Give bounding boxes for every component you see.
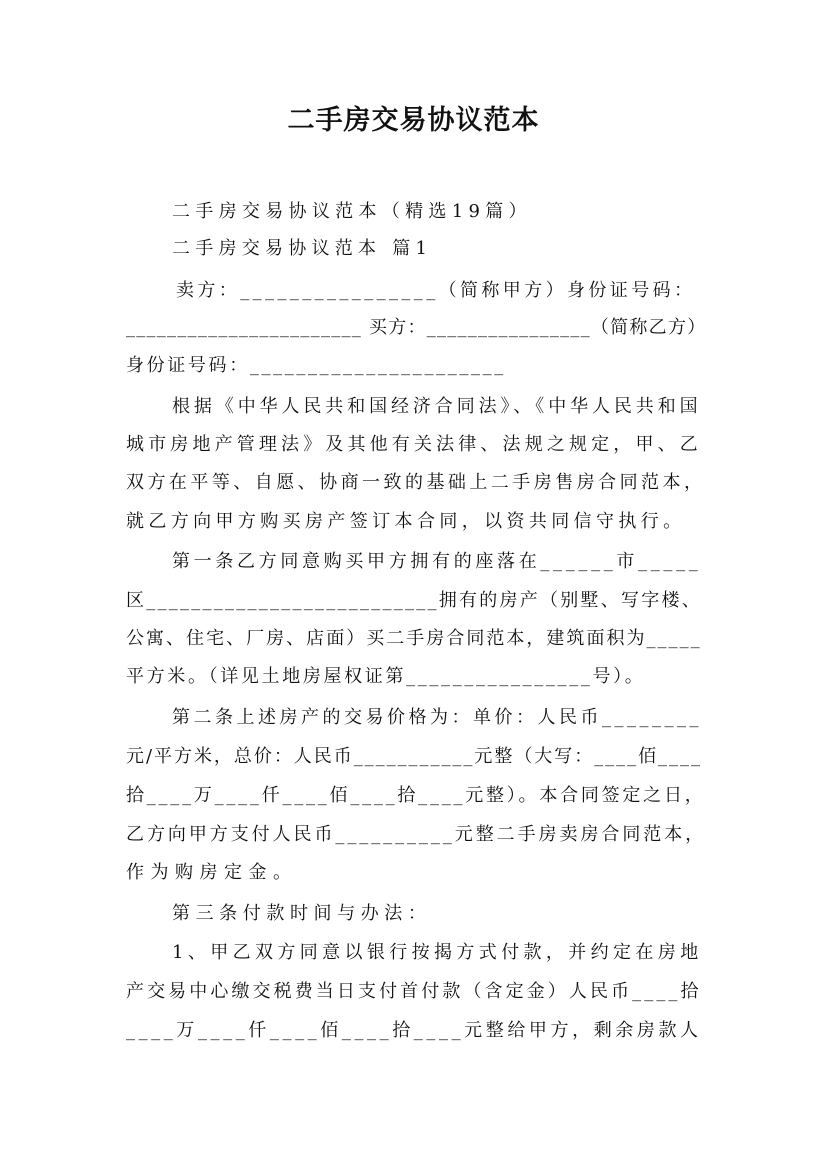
article-2-line-1: 第二条上述房产的交易价格为：单价：人民币________ bbox=[172, 707, 702, 728]
preamble-line-1: 根据《中华人民共和国经济合同法》、《中华人民共和国 bbox=[172, 396, 702, 417]
subtitle-section-1: 二手房交易协议范本 篇1 bbox=[172, 238, 433, 259]
article-3-line-1: 1、甲乙双方同意以银行按揭方式付款，并约定在房地 bbox=[172, 942, 703, 963]
article-1-line-3: 公寓、住宅、厂房、店面）买二手房合同范本，建筑面积为_____ bbox=[126, 628, 702, 649]
article-2-line-4: 乙方向甲方支付人民币__________元整二手房卖房合同范本， bbox=[126, 824, 707, 845]
document-title: 二手房交易协议范本 bbox=[287, 105, 540, 136]
article-1-line-2: 区__________________________拥有的房产（别墅、写字楼、 bbox=[126, 590, 702, 611]
subtitle-collection: 二手房交易协议范本（精选19篇） bbox=[172, 201, 532, 222]
preamble-line-4: 就乙方向甲方购买房产签订本合同，以资共同信守执行。 bbox=[126, 511, 686, 532]
article-2-line-5: 作为购房定金。 bbox=[126, 862, 298, 883]
article-1-line-4: 平方米。（详见土地房屋权证第________________号）。 bbox=[126, 666, 646, 687]
article-1-line-1: 第一条乙方同意购买甲方拥有的座落在______市_____ bbox=[172, 551, 702, 572]
seller-line: 卖方：________________（简称甲方）身份证号码： bbox=[176, 280, 696, 301]
article-3-heading: 第三条付款时间与办法： bbox=[172, 903, 432, 924]
article-2-line-2: 元/平方米，总价：人民币___________元整（大写：____佰____ bbox=[126, 746, 702, 767]
article-3-line-3: ____万____仟____佰____拾____元整给甲方，剩余房款人 bbox=[126, 1020, 702, 1041]
buyer-line: _______________________ 买方：________________（简称乙方） bbox=[126, 317, 707, 338]
article-3-line-2: 产交易中心缴交税费当日支付首付款（含定金）人民币____拾 bbox=[126, 981, 702, 1002]
buyer-id-line: 身份证号码：______________________ bbox=[126, 355, 506, 376]
article-2-line-3: 拾____万____仟____佰____拾____元整）。本合同签定之日， bbox=[126, 785, 706, 806]
preamble-line-3: 双方在平等、自愿、协商一致的基础上二手房售房合同范本， bbox=[126, 472, 706, 493]
preamble-line-2: 城市房地产管理法》及其他有关法律、法规之规定，甲、乙 bbox=[126, 434, 702, 455]
